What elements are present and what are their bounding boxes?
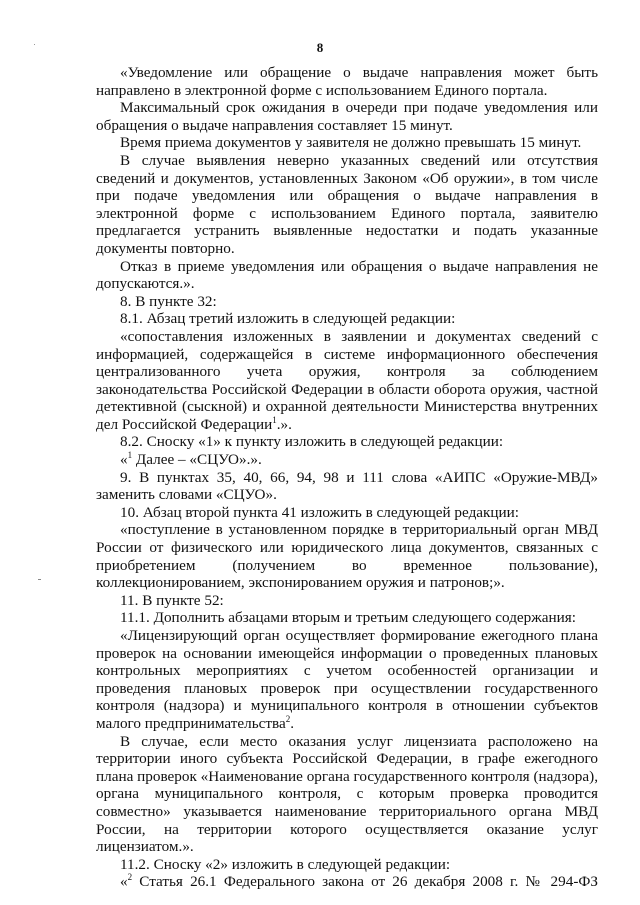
footnote-ref-2: 2 (285, 713, 291, 724)
paragraph-other-subject-territory: В случае, если место оказания услуг лицензиата расположено на территории иного субъекта Российской Федерации, в графе ежегодного плана проверок «Наименование органа государственного контроля (надзора), органа муниципального контроля, с которым проверка проводится совместно» указывается наименование территориального органа МВД России, на территории которого осуществляется оказание услуг лицензиатом.». (96, 732, 598, 856)
paragraph-licensing-plan-quote: «Лицензирующий орган осуществляет формирование ежегодного плана проверок на основании имеющейся информации о проведенных плановых контрольных мероприятиях с учетом особенностей организации и проведения плановых проверок при осуществлении государственного контроля (надзора) и муниципального контроля в отношении субъектов малого предпринимательства$^2$. (96, 627, 598, 732)
paragraph-item-9: 9. В пунктах 35, 40, 66, 94, 98 и 111 слова «АИПС «Оружие-МВД» заменить словами «СЦУО». (96, 468, 598, 504)
paragraph-item-11: 11. В пункте 52: (120, 591, 224, 609)
paragraph-item-11-1: 11.1. Дополнить абзацами вторым и третьим следующего содержания: (120, 609, 576, 627)
paragraph-receipt-quote: «поступление в установленном порядке в территориальный орган МВД России от физического или юридического лица документов, связанных с приобретением (получением во временное пользование), коллекционированием, экспонированием оружия и патронов;». (96, 521, 598, 592)
paragraph-document-reception-time: Время приема документов у заявителя не должно превышать 15 минут. (120, 134, 582, 152)
paragraph-item-10: 10. Абзац второй пункта 41 изложить в следующей редакции: (120, 503, 520, 521)
paragraph-item-11-2: 11.2. Сноску «2» изложить в следующей редакции: (120, 855, 451, 873)
footnote-ref-1: 1 (272, 414, 277, 425)
scan-margin-mark (38, 579, 41, 580)
paragraph-footnote-2-text: «$^2$ Статья 26.1 Федерального закона от 26 декабря 2008 г. № 294-ФЗ (120, 872, 598, 891)
paragraph-incorrect-information: В случае выявления неверно указанных сведений или отсутствия сведений и документов, установленных Законом «Об оружии», в том числе при подаче уведомления или обращения о выдаче направления в электронной форме с использованием Единого портала, заявителю предлагается устранить выявленные недостатки и подать указанные документы повторно. (96, 151, 598, 257)
paragraph-item-8: 8. В пункте 32: (120, 292, 217, 310)
document-body (96, 64, 598, 891)
paragraph-item-8-2: 8.2. Сноску «1» к пункту изложить в следующей редакции: (120, 433, 504, 451)
footnote-marker-2: 2 (127, 872, 133, 883)
page-number: 8 (316, 40, 324, 55)
footnote-marker-1: 1 (127, 450, 133, 461)
paragraph-item-8-1: 8.1. Абзац третий изложить в следующей редакции: (120, 310, 456, 328)
paragraph-refusal-not-allowed: Отказ в приеме уведомления или обращения о выдаче направления не допускаются.». (96, 257, 598, 293)
paragraph-footnote-1-text: «$^1$ Далее – «СЦУО».». (120, 450, 262, 469)
paragraph-max-waiting-time: Максимальный срок ожидания в очереди при подаче уведомления или обращения о выдаче направления составляет 15 минут. (96, 99, 598, 134)
paragraph-comparison-quote: «сопоставления изложенных в заявлении и документах сведений с информацией, содержащейся в системе информационного обеспечения централизованного учета оружия, контроля за соблюдением законодательства Российской Федерации в области оборота оружия, частной детективной (сыскной) и охранной деятельности Министерства внутренних дел Российской Федерации$^1$.». (96, 327, 598, 433)
paragraph-notification-electronic: «Уведомление или обращение о выдаче направления может быть направлено в электронной форме с использованием Единого портала. (96, 64, 598, 99)
